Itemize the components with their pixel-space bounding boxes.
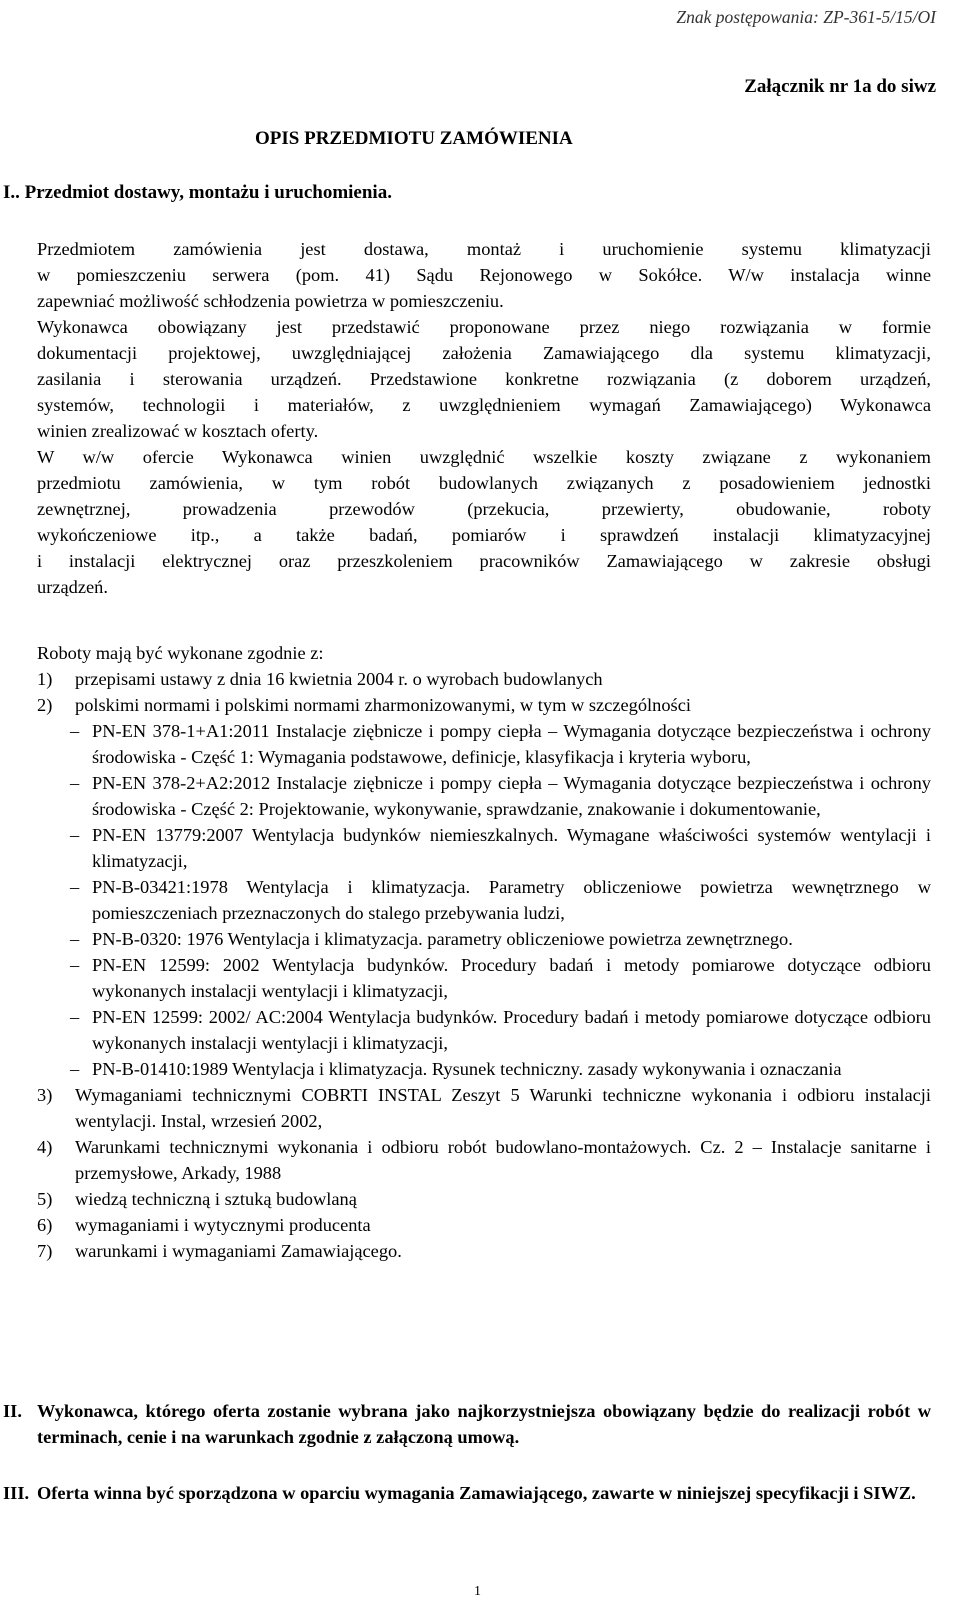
list-number: 7) bbox=[37, 1241, 53, 1261]
body-line: urządzeń. bbox=[37, 577, 108, 597]
norm-text: PN-B-03421:1978 Wentylacja i klimatyzacja. Parametry obliczeniowe powietrza wewnętrznego w pomieszczeniach przeznaczonych do stalego przebywania ludzi, bbox=[92, 877, 931, 923]
list-number: 5) bbox=[37, 1189, 53, 1209]
norm-item bbox=[37, 770, 931, 822]
norm-item bbox=[37, 952, 931, 1004]
list-item bbox=[37, 1186, 931, 1212]
case-signature: Znak postępowania: ZP-361-5/15/OI bbox=[676, 7, 936, 27]
list-item bbox=[37, 666, 931, 692]
dash-marker: – bbox=[70, 1007, 80, 1027]
section-2-number: II. bbox=[3, 1401, 22, 1421]
section-3 bbox=[3, 1480, 931, 1506]
list-text: wymaganiami i wytycznymi producenta bbox=[75, 1215, 371, 1235]
section-2 bbox=[3, 1398, 931, 1450]
list-item bbox=[37, 1082, 931, 1134]
norm-text: PN-B-01410:1989 Wentylacja i klimatyzacja. Rysunek techniczny. zasady wykonywania i oznaczania bbox=[92, 1059, 842, 1079]
list-number: 3) bbox=[37, 1085, 53, 1105]
list-text: przepisami ustawy z dnia 16 kwietnia 2004 r. o wyrobach budowlanych bbox=[75, 669, 603, 689]
section-3-number: III. bbox=[3, 1483, 30, 1503]
list-text: polskimi normami i polskimi normami zharmonizowanymi, w tym w szczególności bbox=[75, 695, 691, 715]
attachment-label: Załącznik nr 1a do siwz bbox=[744, 76, 936, 97]
norm-item bbox=[37, 926, 931, 952]
body-line: Przedmiotem zamówienia jest dostawa, montaż i uruchomienie systemu klimatyzacji bbox=[37, 239, 931, 259]
body-line: przedmiotu zamówienia, w tym robót budowlanych związanych z posadowieniem jednostki bbox=[37, 473, 931, 493]
norm-text: PN-EN 378-1+A1:2011 Instalacje ziębnicze i pompy ciepła – Wymagania dotyczące bezpieczeństwa i ochrony środowiska - Część 1: Wymagania podstawowe, definicje, klasyfikacja i kryteria wyboru, bbox=[92, 721, 931, 767]
section-2-text: Wykonawca, którego oferta zostanie wybrana jako najkorzystniejsza obowiązany będzie do realizacji robót w terminach, cenie i na warunkach zgodnie z załączoną umową. bbox=[37, 1401, 931, 1447]
section-3-text: Oferta winna być sporządzona w oparciu wymagania Zamawiającego, zawarte w niniejszej specyfikacji i SIWZ. bbox=[37, 1483, 916, 1503]
list-text: Wymaganiami technicznymi COBRTI INSTAL Zeszyt 5 Warunki techniczne wykonania i odbioru instalacji wentylacji. Instal, wrzesień 2002, bbox=[75, 1085, 931, 1131]
body-line: zapewniać możliwość schłodzenia powietrza w pomieszczeniu. bbox=[37, 291, 504, 311]
dash-marker: – bbox=[70, 929, 80, 949]
norm-text: PN-B-0320: 1976 Wentylacja i klimatyzacja. parametry obliczeniowe powietrza zewnętrznego. bbox=[92, 929, 793, 949]
list-item bbox=[37, 1212, 931, 1238]
list-text: Warunkami technicznymi wykonania i odbioru robót budowlano-montażowych. Cz. 2 – Instalacje sanitarne i przemysłowe, Arkady, 1988 bbox=[75, 1137, 931, 1183]
body-line: dokumentacji projektowej, uwzględniającej założenia Zamawiającego dla systemu klimatyzacji, bbox=[37, 343, 931, 363]
list-number: 1) bbox=[37, 669, 53, 689]
norm-item bbox=[37, 1056, 931, 1082]
robots-intro: Roboty mają być wykonane zgodnie z: bbox=[37, 643, 324, 663]
norm-text: PN-EN 12599: 2002/ AC:2004 Wentylacja budynków. Procedury badań i metody pomiarowe dotyczące odbioru wykonanych instalacji wentylacji i klimatyzacji, bbox=[92, 1007, 931, 1053]
body-line: zewnętrznej, prowadzenia przewodów (przekucia, przewierty, obudowanie, roboty bbox=[37, 499, 931, 519]
norm-item bbox=[37, 874, 931, 926]
norm-item bbox=[37, 1004, 931, 1056]
norm-text: PN-EN 12599: 2002 Wentylacja budynków. Procedury badań i metody pomiarowe dotyczące odbioru wykonanych instalacji wentylacji i klimatyzacji, bbox=[92, 955, 931, 1001]
norm-item bbox=[37, 718, 931, 770]
body-line: zasilania i sterowania urządzeń. Przedstawione konkretne rozwiązania (z doborem urządzeń, bbox=[37, 369, 931, 389]
list-item bbox=[37, 1134, 931, 1186]
list-item bbox=[37, 1238, 931, 1264]
body-line: w pomieszczeniu serwera (pom. 41) Sądu Rejonowego w Sokółce. W/w instalacja winne bbox=[37, 265, 931, 285]
norms-list bbox=[37, 718, 931, 1082]
list-item bbox=[37, 692, 931, 718]
body-line: systemów, technologii i materiałów, z uwzględnieniem wymagań Zamawiającego) Wykonawca bbox=[37, 395, 931, 415]
robots-section bbox=[37, 640, 931, 1264]
section-1-heading: I.. Przedmiot dostawy, montażu i uruchomienia. bbox=[3, 182, 392, 203]
body-line: winien zrealizować w kosztach oferty. bbox=[37, 421, 319, 441]
dash-marker: – bbox=[70, 721, 80, 741]
body-line: W w/w ofercie Wykonawca winien uwzględnić wszelkie koszty związane z wykonaniem bbox=[37, 447, 931, 467]
norm-text: PN-EN 378-2+A2:2012 Instalacje ziębnicze i pompy ciepła – Wymagania dotyczące bezpieczeństwa i ochrony środowiska - Część 2: Projektowanie, wykonywanie, sprawdzanie, znakowanie i dokumentowanie, bbox=[92, 773, 931, 819]
section-1-body bbox=[37, 236, 931, 600]
body-line: Wykonawca obowiązany jest przedstawić proponowane przez niego rozwiązania w formie bbox=[37, 317, 931, 337]
list-number: 2) bbox=[37, 695, 53, 715]
list-text: warunkami i wymaganiami Zamawiającego. bbox=[75, 1241, 402, 1261]
body-line: i instalacji elektrycznej oraz przeszkoleniem pracowników Zamawiającego w zakresie obsługi bbox=[37, 551, 931, 571]
list-number: 4) bbox=[37, 1137, 53, 1157]
dash-marker: – bbox=[70, 773, 80, 793]
page-number: 1 bbox=[474, 1584, 481, 1599]
norm-item bbox=[37, 822, 931, 874]
list-text: wiedzą techniczną i sztuką budowlaną bbox=[75, 1189, 357, 1209]
body-line: wykończeniowe itp., a także badań, pomiarów i sprawdzeń instalacji klimatyzacyjnej bbox=[37, 525, 931, 545]
dash-marker: – bbox=[70, 877, 80, 897]
dash-marker: – bbox=[70, 955, 80, 975]
dash-marker: – bbox=[70, 1059, 80, 1079]
list-number: 6) bbox=[37, 1215, 53, 1235]
norms-list-wrapper bbox=[37, 718, 931, 1082]
document-title: OPIS PRZEDMIOTU ZAMÓWIENIA bbox=[255, 128, 573, 149]
robots-list bbox=[37, 666, 931, 1264]
norm-text: PN-EN 13779:2007 Wentylacja budynków niemieszkalnych. Wymagane właściwości systemów wentylacji i klimatyzacji, bbox=[92, 825, 931, 871]
dash-marker: – bbox=[70, 825, 80, 845]
